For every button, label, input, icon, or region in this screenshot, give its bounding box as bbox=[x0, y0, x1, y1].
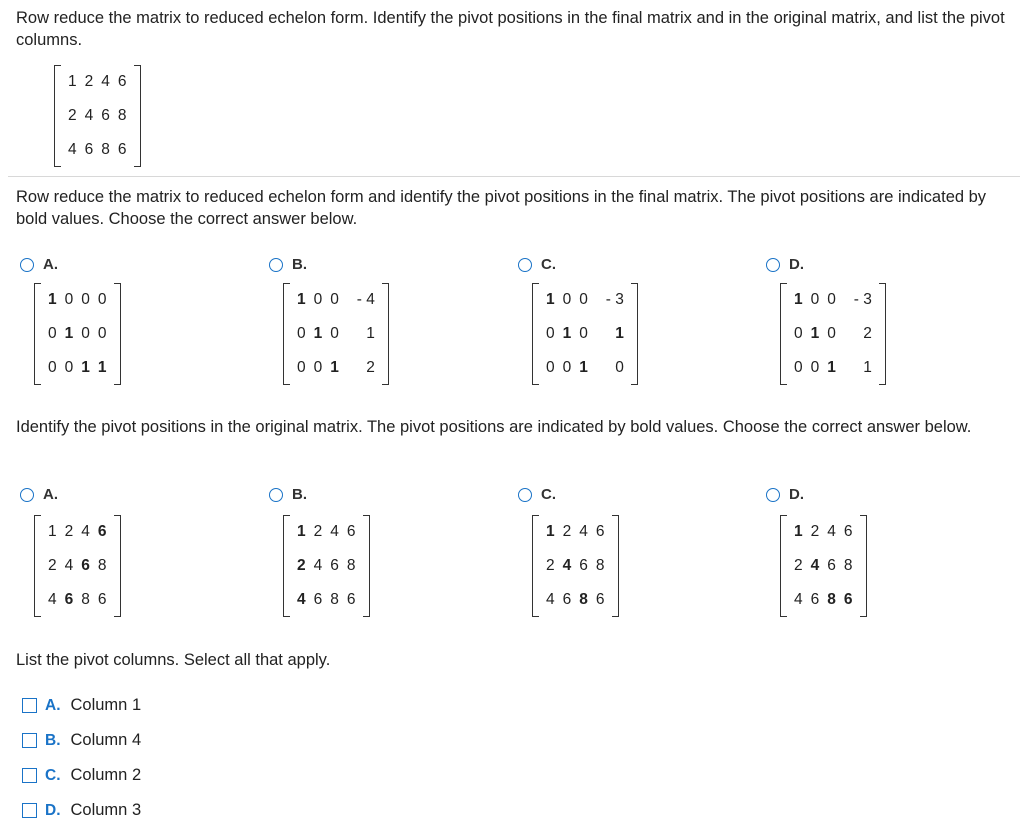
matrix-cell: 2 bbox=[313, 523, 323, 540]
matrix-cell: 4 bbox=[84, 107, 94, 124]
matrix-cell: 0 bbox=[48, 325, 57, 342]
option-label: B. bbox=[292, 256, 307, 273]
matrix-cell: 4 bbox=[579, 523, 588, 540]
option-label: C. bbox=[541, 486, 556, 503]
radio-button[interactable] bbox=[20, 488, 34, 502]
part2-option-d[interactable] bbox=[766, 486, 804, 503]
matrix-cell: 6 bbox=[843, 591, 853, 608]
matrix-cell: 0 bbox=[562, 359, 572, 376]
matrix-cell: 1 bbox=[97, 359, 107, 376]
matrix-cell: 6 bbox=[97, 523, 107, 540]
matrix-cell: 0 bbox=[297, 325, 306, 342]
matrix-cell: 8 bbox=[101, 141, 110, 158]
matrix-cell: 1 bbox=[48, 523, 57, 540]
radio-button[interactable] bbox=[269, 488, 283, 502]
matrix-cell: 4 bbox=[313, 557, 323, 574]
matrix-cell: 6 bbox=[810, 591, 820, 608]
option-label: A. bbox=[43, 486, 58, 503]
option-label: B. bbox=[292, 486, 307, 503]
option-text: Column 2 bbox=[70, 766, 142, 784]
matrix-cell: 0 bbox=[313, 291, 323, 308]
matrix-cell: 0 bbox=[794, 359, 803, 376]
matrix-cell: 8 bbox=[579, 591, 588, 608]
matrix-cell: 1 bbox=[313, 325, 323, 342]
matrix-cell: 0 bbox=[546, 325, 555, 342]
matrix-cell: 8 bbox=[843, 557, 853, 574]
part1-matrix-c bbox=[532, 283, 638, 385]
matrix-cell: 0 bbox=[546, 359, 555, 376]
option-text: Column 1 bbox=[70, 696, 142, 714]
matrix-cell: 1 bbox=[794, 523, 803, 540]
option-letter: C. bbox=[45, 766, 61, 784]
matrix-cell: 4 bbox=[546, 591, 555, 608]
matrix-cell: 6 bbox=[843, 523, 853, 540]
matrix-cell: 2 bbox=[366, 359, 375, 376]
part2-option-a[interactable] bbox=[20, 486, 58, 503]
matrix-cell: 0 bbox=[562, 291, 572, 308]
matrix-cell: 2 bbox=[84, 73, 94, 90]
matrix-cell: 2 bbox=[863, 325, 872, 342]
matrix-cell: 4 bbox=[101, 73, 110, 90]
radio-button[interactable] bbox=[766, 488, 780, 502]
matrix-cell: 6 bbox=[595, 523, 605, 540]
matrix-cell: 0 bbox=[794, 325, 803, 342]
matrix-cell: 1 bbox=[827, 359, 836, 376]
matrix-cell: 6 bbox=[346, 523, 356, 540]
matrix-cell: 1 bbox=[794, 291, 803, 308]
matrix-cell: 8 bbox=[346, 557, 356, 574]
matrix-cell: 8 bbox=[117, 107, 127, 124]
matrix-cell: 1 bbox=[562, 325, 572, 342]
matrix-cell: 0 bbox=[827, 325, 836, 342]
matrix-cell: 1 bbox=[579, 359, 588, 376]
matrix-cell: 6 bbox=[81, 557, 90, 574]
matrix-cell: 6 bbox=[84, 141, 94, 158]
option-letter: A. bbox=[45, 696, 61, 714]
option-label: D. bbox=[789, 256, 804, 273]
pivot-column-option-b[interactable] bbox=[22, 731, 141, 750]
matrix-cell: 0 bbox=[615, 359, 624, 376]
matrix-cell: 1 bbox=[297, 523, 306, 540]
matrix-cell: 0 bbox=[97, 291, 107, 308]
option-letter: B. bbox=[45, 731, 61, 749]
pivot-column-option-d[interactable] bbox=[22, 801, 141, 820]
matrix-cell: 4 bbox=[330, 523, 339, 540]
part1-option-c[interactable] bbox=[518, 256, 556, 273]
matrix-cell: 1 bbox=[615, 325, 624, 342]
matrix-cell: 2 bbox=[297, 557, 306, 574]
checkbox[interactable] bbox=[22, 698, 37, 713]
matrix-cell: 6 bbox=[562, 591, 572, 608]
matrix-cell: 4 bbox=[68, 141, 77, 158]
matrix-cell: 2 bbox=[546, 557, 555, 574]
matrix-cell: 8 bbox=[330, 591, 339, 608]
matrix-cell: 1 bbox=[48, 291, 57, 308]
part2-option-b[interactable] bbox=[269, 486, 307, 503]
part1-prompt: Row reduce the matrix to reduced echelon form and identify the pivot positions in the final matrix. The pivot positions are indicated by bold values. Choose the correct answer below. bbox=[16, 188, 987, 228]
matrix-cell: 8 bbox=[97, 557, 107, 574]
part3-prompt: List the pivot columns. Select all that apply. bbox=[16, 651, 331, 669]
matrix-cell: 0 bbox=[827, 291, 836, 308]
matrix-cell: 0 bbox=[810, 359, 820, 376]
matrix-cell: 8 bbox=[595, 557, 605, 574]
matrix-cell: - 3 bbox=[853, 291, 872, 308]
part2-matrix-d bbox=[780, 515, 867, 617]
matrix-cell: 6 bbox=[101, 107, 110, 124]
pivot-column-option-c[interactable] bbox=[22, 766, 141, 785]
part2-matrix-c bbox=[532, 515, 619, 617]
part2-matrix-a bbox=[34, 515, 121, 617]
part2-matrix-b bbox=[283, 515, 370, 617]
matrix-cell: 0 bbox=[81, 325, 90, 342]
checkbox[interactable] bbox=[22, 803, 37, 818]
matrix-cell: 1 bbox=[810, 325, 820, 342]
matrix-cell: 6 bbox=[64, 591, 74, 608]
section-divider bbox=[8, 176, 1020, 177]
matrix-cell: 2 bbox=[48, 557, 57, 574]
matrix-cell: 8 bbox=[81, 591, 90, 608]
part1-matrix-b bbox=[283, 283, 389, 385]
matrix-cell: 6 bbox=[346, 591, 356, 608]
matrix-cell: 1 bbox=[546, 523, 555, 540]
question-instruction: Row reduce the matrix to reduced echelon form. Identify the pivot positions in the final matrix and in the original matrix, and list the pivot columns. bbox=[16, 9, 1005, 49]
matrix-cell: 4 bbox=[810, 557, 820, 574]
matrix-cell: 6 bbox=[117, 73, 127, 90]
option-label: D. bbox=[789, 486, 804, 503]
matrix-cell: 0 bbox=[579, 325, 588, 342]
matrix-cell: 6 bbox=[827, 557, 836, 574]
part2-prompt: Identify the pivot positions in the original matrix. The pivot positions are indicated by bold values. Choose the correct answer below. bbox=[16, 418, 972, 436]
pivot-column-option-a[interactable] bbox=[22, 696, 141, 715]
part1-matrix-a bbox=[34, 283, 121, 385]
matrix-cell: 1 bbox=[546, 291, 555, 308]
matrix-cell: 4 bbox=[794, 591, 803, 608]
matrix-cell: 0 bbox=[810, 291, 820, 308]
matrix-cell: 0 bbox=[330, 291, 339, 308]
part1-option-b[interactable] bbox=[269, 256, 307, 273]
radio-button[interactable] bbox=[766, 258, 780, 272]
part1-option-d[interactable] bbox=[766, 256, 804, 273]
original-matrix bbox=[54, 65, 141, 167]
matrix-cell: 1 bbox=[330, 359, 339, 376]
matrix-cell: 0 bbox=[97, 325, 107, 342]
matrix-cell: 6 bbox=[97, 591, 107, 608]
matrix-cell: 6 bbox=[313, 591, 323, 608]
matrix-cell: 0 bbox=[81, 291, 90, 308]
option-label: A. bbox=[43, 256, 58, 273]
matrix-cell: 1 bbox=[297, 291, 306, 308]
matrix-cell: 4 bbox=[81, 523, 90, 540]
part1-matrix-d bbox=[780, 283, 886, 385]
matrix-cell: 1 bbox=[863, 359, 872, 376]
matrix-cell: 0 bbox=[297, 359, 306, 376]
matrix-cell: 2 bbox=[562, 523, 572, 540]
matrix-cell: 6 bbox=[330, 557, 339, 574]
option-label: C. bbox=[541, 256, 556, 273]
part1-option-a[interactable] bbox=[20, 256, 58, 273]
matrix-cell: 0 bbox=[579, 291, 588, 308]
matrix-cell: 4 bbox=[297, 591, 306, 608]
radio-button[interactable] bbox=[518, 488, 532, 502]
matrix-cell: 1 bbox=[64, 325, 74, 342]
matrix-cell: 2 bbox=[810, 523, 820, 540]
matrix-cell: 8 bbox=[827, 591, 836, 608]
option-letter: D. bbox=[45, 801, 61, 819]
matrix-cell: - 3 bbox=[605, 291, 624, 308]
matrix-cell: 6 bbox=[595, 591, 605, 608]
matrix-cell: 2 bbox=[794, 557, 803, 574]
matrix-cell: 6 bbox=[579, 557, 588, 574]
matrix-cell: 4 bbox=[64, 557, 74, 574]
radio-button[interactable] bbox=[269, 258, 283, 272]
matrix-cell: 0 bbox=[64, 291, 74, 308]
matrix-cell: 1 bbox=[366, 325, 375, 342]
option-text: Column 3 bbox=[70, 801, 142, 819]
radio-button[interactable] bbox=[20, 258, 34, 272]
matrix-cell: 0 bbox=[64, 359, 74, 376]
part2-option-c[interactable] bbox=[518, 486, 556, 503]
matrix-cell: 2 bbox=[68, 107, 77, 124]
matrix-cell: 0 bbox=[330, 325, 339, 342]
matrix-cell: 0 bbox=[313, 359, 323, 376]
checkbox[interactable] bbox=[22, 768, 37, 783]
matrix-cell: 4 bbox=[827, 523, 836, 540]
matrix-cell: 2 bbox=[64, 523, 74, 540]
checkbox[interactable] bbox=[22, 733, 37, 748]
matrix-cell: 1 bbox=[68, 73, 77, 90]
matrix-cell: 1 bbox=[81, 359, 90, 376]
matrix-cell: 6 bbox=[117, 141, 127, 158]
matrix-cell: 4 bbox=[562, 557, 572, 574]
option-text: Column 4 bbox=[70, 731, 142, 749]
matrix-cell: 4 bbox=[48, 591, 57, 608]
matrix-cell: 0 bbox=[48, 359, 57, 376]
radio-button[interactable] bbox=[518, 258, 532, 272]
matrix-cell: - 4 bbox=[356, 291, 375, 308]
